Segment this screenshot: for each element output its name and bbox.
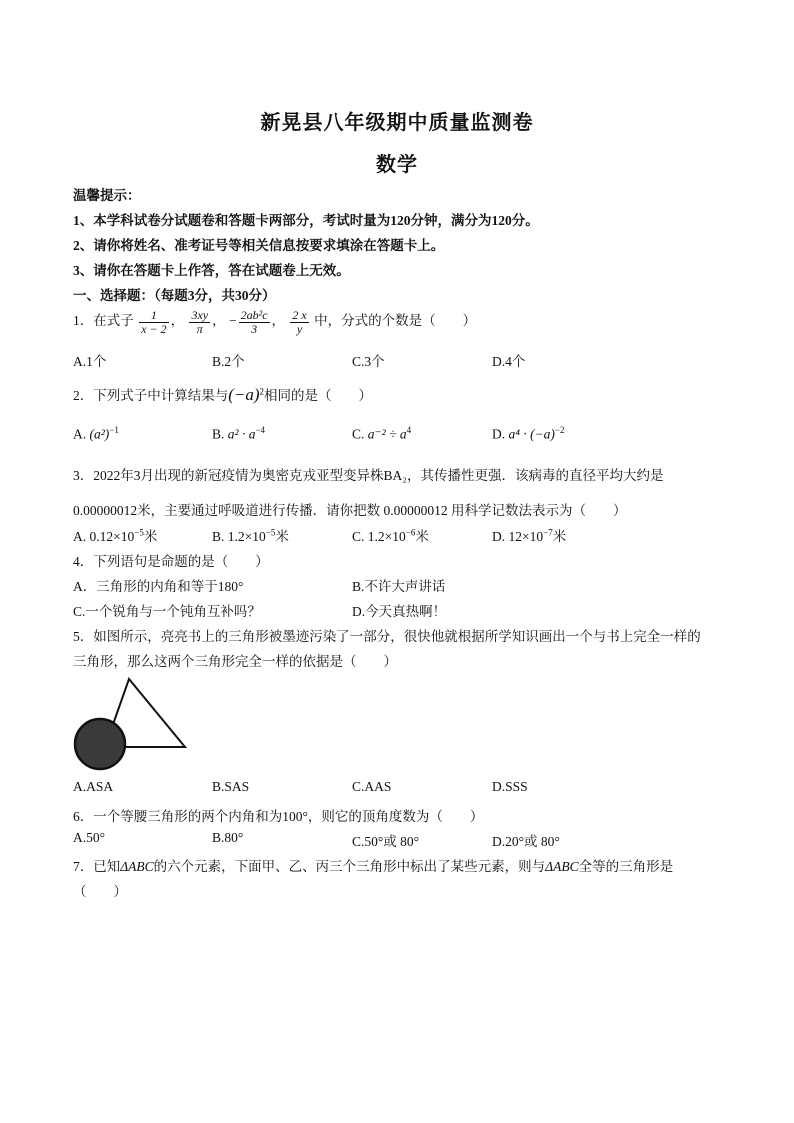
exponent: −5 [265,527,276,538]
question-1-stem: 1．在式子 $\frac{1}{x - 2}$ ， $\frac{3xy}{\pi}$ ， − $\frac{\text{2ab²c}}{3}$ ， $\frac{2 x}{y}$ 中，分式的个数是（ ） [73,308,477,336]
notice-item: 1、本学科试卷分试题卷和答题卡两部分，考试时量为120分钟，满分为120分。 [73,213,539,228]
q7-text: 全等的三角形是 [578,859,674,874]
exponent: 4 [406,425,412,435]
exponent: −6 [405,527,416,538]
option-c [352,425,411,443]
option-expr: a⁴ · (−a) [508,426,555,442]
exponent: −2 [554,425,565,435]
fraction-numerator: 1 [139,309,168,323]
option-expr: a⁻² ÷ a [367,426,407,442]
option-d [492,525,566,545]
fraction-numerator: 3xy [191,308,209,322]
option-base: D. 12×10 [492,529,544,544]
option-b: B.80° [212,830,244,845]
option-b: B.SAS [212,779,250,794]
question-6-stem: 6．一个等腰三角形的两个内角和为100°，则它的顶角度数为（ ） [73,809,484,824]
option-a [73,525,157,545]
option-c: C.一个锐角与一个钝角互补吗？ [73,604,261,619]
option-d: D.20°或 80° [492,834,560,849]
option-expr: a² · a [227,426,256,442]
option-b: B.不许大声讲话 [352,579,446,594]
fraction-denominator: 3 [251,321,258,336]
fraction-numerator: 2ab²c [240,308,268,322]
option-d: D.SSS [492,779,528,794]
option-b [212,525,289,545]
option-unit: 米 [275,529,289,544]
notice-item: 2、请你将姓名、准考证号等相关信息按要求填涂在答题卡上。 [73,238,445,253]
fraction-numerator: 2 x [292,308,307,322]
option-a: A.50° [73,830,106,845]
option-base: C. 1.2×10 [352,529,406,544]
subject-title: 数学 [376,154,418,176]
section-heading: 一、选择题：（每题3分，共30分） [73,288,276,303]
option-d: D.4个 [492,354,526,369]
fraction [139,309,168,335]
fraction [239,309,270,335]
fraction-denominator: π [196,321,203,336]
option-d [492,425,565,443]
question-7-line [73,855,673,875]
option-b [212,425,265,443]
minus-sign: − [228,313,237,329]
exponent: −5 [134,527,144,538]
question-2-stem [73,384,372,405]
q7-text: 7．已知 [73,859,121,874]
question-3-line: 3．2022年3月出现的新冠疫情为奥密克戎亚型变异株BA₂，其传播性更强．该病毒的直径平均大约是 [73,468,664,483]
option-expr: (a²) [89,426,110,442]
q7-text: 的六个元素，下面甲、乙、丙三个三角形中标出了某些元素，则与 [153,859,546,874]
option-c: C.3个 [352,354,385,369]
ink-blot [75,719,125,769]
exponent: −7 [543,527,553,538]
option-d: D.今天真热啊！ [352,604,447,619]
q1-prefix: 1．在式子 [73,313,134,329]
option-a [73,425,119,443]
option-unit: 米 [143,529,158,544]
option-base: B. 1.2×10 [212,529,266,544]
exponent: −1 [109,425,119,435]
fraction-denominator: y [296,321,303,336]
triangle-symbol: ΔABC [120,859,154,874]
fraction [189,309,210,335]
notice-item: 3、请你在答题卡上作答，答在试题卷上无效。 [73,263,350,278]
option-a: A.1个 [73,354,107,369]
option-b: B.2个 [212,354,245,369]
triangle-symbol: ΔABC [545,859,579,874]
question-3-line: 0.00000012米，主要通过呼吸道进行传播．请你把数 0.00000012 用科学记数法表示为（ ） [73,503,627,518]
option-unit: 米 [552,529,567,544]
question-7-line: （ ） [73,884,127,899]
question-5-line: 5．如图所示，亮亮书上的三角形被墨迹污染了一部分，很快他就根据所学知识画出一个与书上完全一样的 [73,629,701,644]
option-c [352,525,429,545]
option-base: A. 0.12×10 [73,529,135,544]
fraction [290,309,308,335]
option-c: C.50°或 80° [352,834,420,849]
exponent: 2 [259,386,265,397]
notice-heading: 温馨提示： [73,188,141,203]
option-a: A．三角形的内角和等于180° [73,579,244,594]
exam-title: 新晃县八年级期中质量监测卷 [260,112,534,134]
option-label: C. [352,426,365,442]
question-4-stem: 4．下列语句是命题的是（ ） [73,554,269,569]
question-5-line: 三角形，那么这两个三角形完全一样的依据是（ ） [73,654,397,669]
q2-suffix: 相同的是（ ） [264,388,373,403]
option-unit: 米 [415,529,429,544]
q2-prefix: 2．下列式子中计算结果与 [73,388,229,403]
option-label: D. [492,426,506,442]
exponent: −4 [255,425,266,435]
fraction-denominator: x − 2 [141,321,167,336]
q1-suffix: 中，分式的个数是（ ） [314,313,477,329]
ink-stained-triangle-figure [70,674,194,774]
option-label: B. [212,426,225,442]
q2-expr: (−a) [228,385,260,404]
option-c: C.AAS [352,779,392,794]
option-label: A. [73,426,87,442]
option-a: A.ASA [73,779,114,794]
